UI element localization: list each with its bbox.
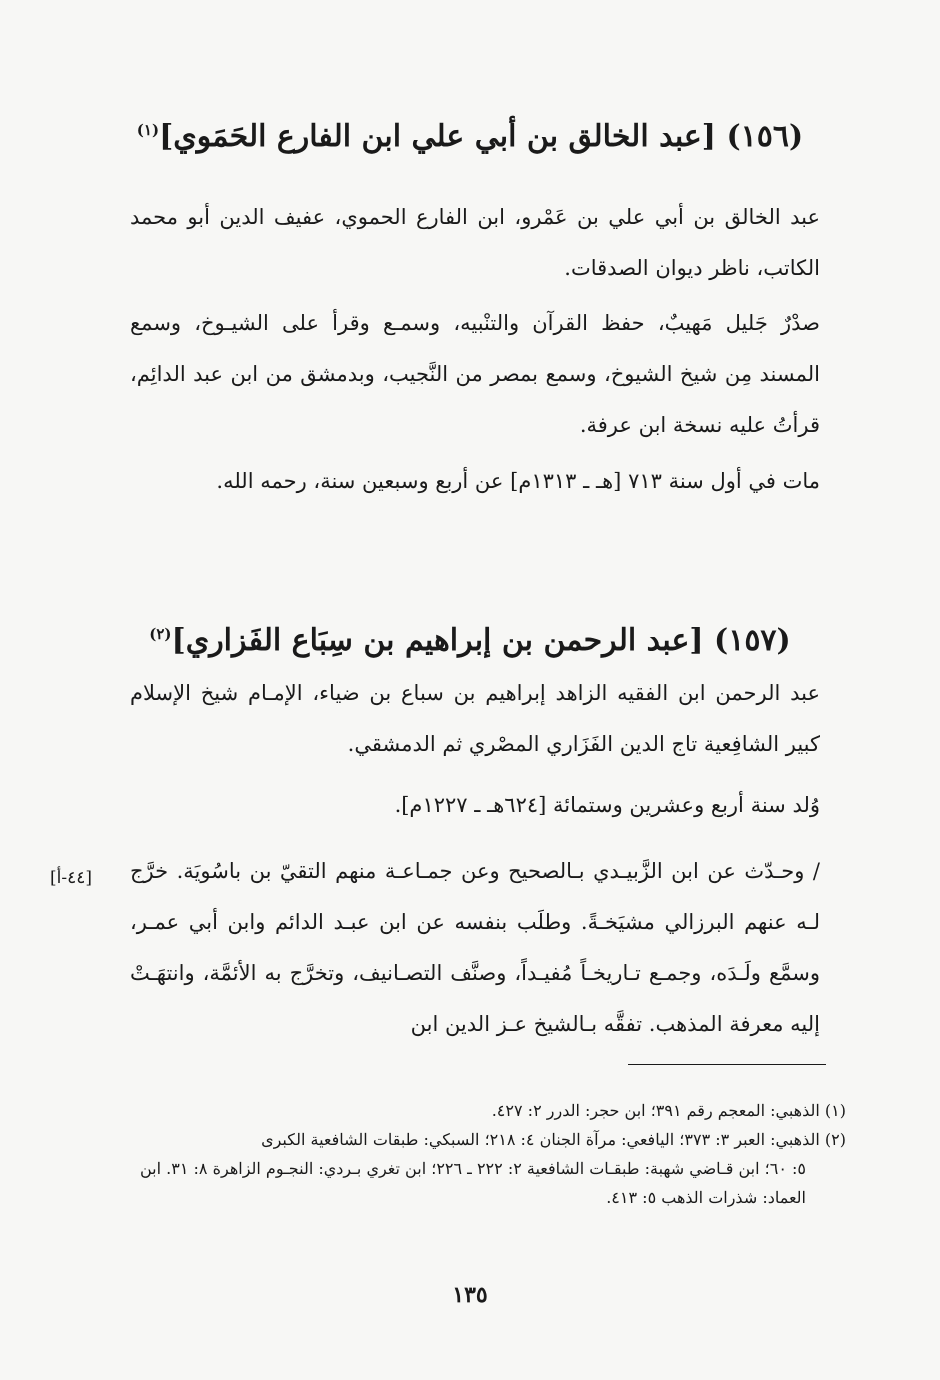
death-paragraph: مات في أول سنة ٧١٣ [هـ ـ ١٣١٣م] عن أربع وسبعين سنة، رحمه الله. [216, 469, 820, 493]
entry-body-157-p3 [130, 846, 820, 1050]
footnote-2 [106, 1125, 846, 1212]
entry-body-156-p2 [130, 298, 820, 451]
biography-paragraph: عبد الرحمن ابن الفقيه الزاهد إبراهيم بن سباع بن ضياء، الإمـام شيخ الإسلام كبير الشافِعية تاج الدين الفَزَاري المصْري ثم الدمشقي. [130, 681, 820, 756]
entry-heading-156 [0, 110, 940, 157]
birth-paragraph: وُلد سنة أربع وعشرين وستمائة [٦٢٤هـ ـ ١٢٢٧م]. [394, 793, 820, 817]
footnote-text: (٢) الذهبي: العبر ٣: ٣٧٣؛ اليافعي: مرآة الجنان ٤: ٢١٨؛ السبكي: طبقات الشافعية الكبرى [261, 1130, 846, 1149]
footnote-continuation: ٥: ٦٠؛ ابن قـاضي شهبة: طبقـات الشافعية ٢: ٢٢٢ ـ ٢٢٦؛ ابن تغري بـردي: النجـوم الزاهرة ٨: ٣١. ابن العماد: شذرات الذهب ٥: ٤١٣. [140, 1159, 806, 1207]
entry-heading-157 [0, 614, 940, 661]
entry-body-157 [130, 668, 820, 770]
entry-number: (١٥٦) [726, 119, 804, 154]
manuscript-folio-marker: [٤٤-أ] [50, 868, 93, 888]
footnotes [106, 1096, 846, 1212]
footnote-ref[interactable]: (٢) [149, 625, 172, 643]
entry-body-157-p2 [130, 780, 820, 831]
footnote-text: (١) الذهبي: المعجم رقم ٣٩١؛ ابن حجر: الدرر ٢: ٤٢٧. [491, 1101, 846, 1120]
biography-paragraph: صدْرٌ جَليل مَهيبٌ، حفظ القرآن والتنْبيه، وسمـع وقرأ على الشيـوخ، وسمع المسند مِن شيخ الشيوخ، وسمع بمصر من النَّجيب، وبدمشق من ابن عبد الدائِم، قرأتُ عليه نسخة ابن عرفة. [130, 311, 820, 437]
footnote-1 [106, 1096, 846, 1125]
entry-body-156-p3 [130, 456, 820, 507]
entry-title: [عبد الرحمن بن إبراهيم بن سِبَاع الفَزاري] [171, 623, 704, 658]
footnote-divider [628, 1064, 826, 1065]
biography-paragraph: عبد الخالق بن أبي علي بن عَمْرو، ابن الفارع الحموي، عفيف الدين أبو محمد الكاتب، ناظر ديوان الصدقات. [130, 205, 820, 280]
entry-body-156 [130, 192, 820, 294]
biography-paragraph: / وحـدّث عن ابن الزَّبيـدي بـالصحيح وعن جمـاعـة منهم التقيّ بن باسُويَة. خرَّج لـه عنهم البرزالي مشيَخـةً. وطلَب بنفسه عن ابن عبـد الدائم وابن أبي عمـر، وسمَّع ولَـدَه، وجمـع تـاريخـاً مُفيـداً، وصنَّف التصـانيف، وتخرَّج به الأئمَّة، وانتهَـتْ إليه معرفة المذهب. تفقَّه بـالشيخ عـز الدين ابن [130, 859, 820, 1036]
footnote-ref[interactable]: (١) [136, 121, 160, 139]
entry-title: [عبد الخالق بن أبي علي ابن الفارع الحَمَوي] [159, 119, 716, 154]
entry-number: (١٥٧) [714, 623, 791, 658]
page-number: ١٣٥ [452, 1282, 488, 1308]
